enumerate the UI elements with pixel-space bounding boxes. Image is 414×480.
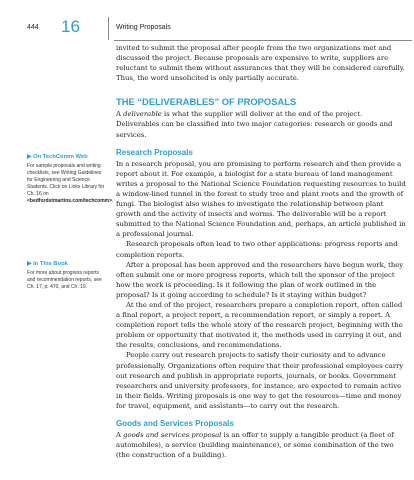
sidebar-techcomm-note: ▶ On TechComm Web For sample proposals and writing checklists, see Writing Guidelines for Engineering and Science Students. Click on Links Library for Ch. 16 on <bedfordstmartins.com/techcomm>. [27,154,114,204]
research-proposals-heading: Research Proposals [116,147,193,157]
sidebar-in-this-book-title: In This Book [33,261,68,267]
research-paragraph-2: Research proposals often lead to two other applications: progress reports and completion reports. [116,240,398,259]
page-number: 444 [27,24,39,31]
research-paragraph-1: In a research proposal, you are promising to perform research and then provide a report about it. For example, a biologist for a state bureau of land management writes a proposal to the National Science Foundation requesting resources to build a window-lined tunnel in the forest to study tree and plant roots and the growth of fungi. The biologist also wishes to investigate the relationship between plant growth and the activity of insects and worms. The deliverable will be a report submitted to the National Science Foundation and, perhaps, an article published in a professional journal. [116,159,406,239]
triangle-arrow-icon: ▶ [27,261,32,267]
main-text-column [116,43,406,460]
sidebar-techcomm-link[interactable]: <bedfordstmartins.com/techcomm> [27,198,113,204]
deliverables-heading: THE “DELIVERABLES” OF PROPOSALS [116,96,297,108]
goods-services-paragraph: A goods and services proposal is an offer to supply a tangible product (a fleet of automobiles), a service (building maintenance), or some combination of the two (the construction of a building). [116,431,394,460]
header-divider [108,17,109,40]
page-header [0,0,414,40]
sidebar-in-this-book-text: For more about progress reports and recommendation reports, see Ch. 17, p. 470, and Ch. 19. [27,270,102,290]
sidebar-in-this-book-note [27,261,107,291]
deliverable-term: deliverable [123,110,162,119]
header-rule [114,40,412,41]
sidebar-techcomm-title: On TechComm Web [33,154,88,160]
chapter-number: 16 [61,17,80,36]
goods-services-heading: Goods and Services Proposals [116,419,234,428]
sidebar-techcomm-text: For sample proposals and writing checklists, see Writing Guidelines for Engineering and Science Students. Click on Links Library for Ch. 16 on [27,163,105,197]
intro-paragraph: invited to submit the proposal after people from the two organizations met and discussed the project. Because proposals are expensive to write, suppliers are reluctant to submit them without assurances that they will be considered carefully. Thus, the word unsolicited is only partially accurate. [116,44,405,83]
research-paragraph-3: After a proposal has been approved and the researchers have begun work, they often submit one or more progress reports, which tell the sponsor of the project how the work is proceeding. Is it following the plan of work outlined in the proposal? Is it going according to schedule? Is it staying within budget? [116,260,404,299]
triangle-arrow-icon: ▶ [27,154,32,160]
research-paragraph-5: People carry out research projects to satisfy their curiosity and to advance professionally. Organizations often require that their professional employees carry out research and publish in appropriate reports, journals, or books. Government researchers and university professors, for instance, are expected to remain active in their fields. Writing proposals is one way to get the resources—time and money for travel, equipment, and assistants—to carry out the research. [116,351,404,410]
running-head: Writing Proposals [116,24,171,31]
goods-services-term: goods and services proposal [123,431,222,439]
deliverable-definition: A deliverable is what the supplier will deliver at the end of the project. Deliverables can be classified into two major categories: research or goods and services. [116,110,393,139]
research-paragraph-4: At the end of the project, researchers prepare a completion report, often called a final report, a project report, a recommendation report, or simply a report. A completion report tells the whole story of the research project, beginning with the problem or opportunity that motivated it, the methods used in carrying it out, and the results, conclusions, and recommendations. [116,300,403,350]
